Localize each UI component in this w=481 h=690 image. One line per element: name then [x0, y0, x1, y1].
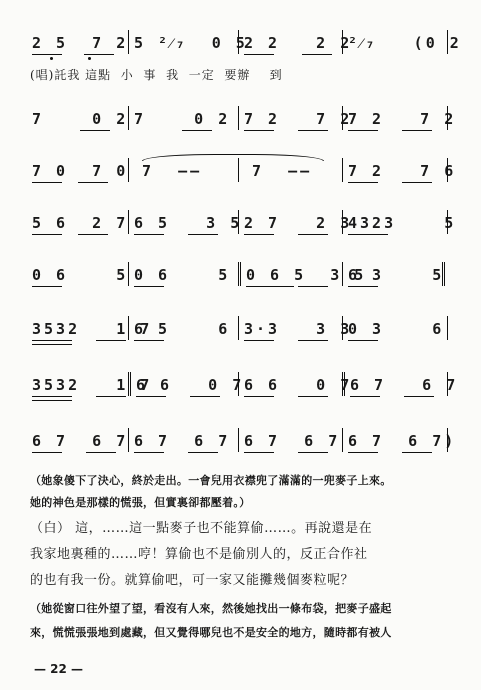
measure: 0 6 5	[134, 266, 231, 284]
beam-underline	[134, 234, 164, 235]
beam-underline	[302, 54, 332, 55]
beam-underline	[32, 340, 72, 341]
beam-underline	[348, 130, 378, 131]
beam-underline	[348, 286, 378, 287]
barline	[342, 106, 343, 130]
measure: 2 5 7 2	[32, 34, 129, 52]
measure: 0 6 5	[32, 266, 129, 284]
beam-underline	[80, 130, 110, 131]
beam-underline	[348, 340, 378, 341]
measure: 6 7 6 7	[32, 432, 129, 450]
beam-underline	[402, 452, 432, 453]
stage-direction: （她象傻下了決心，終於走出。一會兒用衣襟兜了滿滿的一兜麥子上來。	[30, 474, 392, 487]
barline	[238, 316, 239, 340]
measure: 0 3 6	[348, 320, 445, 338]
music-system-6	[30, 316, 448, 352]
beam-underline	[348, 234, 388, 235]
music-system-5	[30, 262, 448, 292]
measure: 6 6 0 7	[136, 376, 245, 394]
barline	[238, 210, 239, 234]
beam-underline	[78, 182, 108, 183]
beam-underline	[244, 130, 274, 131]
barline	[342, 316, 343, 340]
measure: 2 7 2 3	[244, 214, 353, 232]
stage-direction: 來，慌慌張張地到處藏，但又覺得哪兒也不是安全的地方，隨時都有被人	[30, 626, 392, 639]
beam-underline	[244, 396, 274, 397]
measure: 7 ——	[252, 162, 313, 180]
barline	[128, 428, 129, 452]
beam-underline	[96, 396, 126, 397]
repeat-barline	[342, 372, 345, 396]
beam-underline	[350, 396, 380, 397]
beam-underline	[190, 396, 220, 397]
music-system-2	[30, 106, 457, 136]
barline	[447, 30, 448, 54]
music-system-4	[30, 210, 457, 240]
dialogue-line: （白） 這，……這一點麥子也不能算偷……。再說還是在	[30, 521, 373, 536]
measure: 6 5 3 5	[134, 214, 243, 232]
measure: 6 6 0 7	[244, 376, 353, 394]
tie-slur	[142, 154, 324, 161]
barline	[128, 262, 129, 286]
beam-underline	[244, 340, 274, 341]
beam-underline	[188, 452, 218, 453]
music-system-1	[30, 30, 462, 82]
beam-underline	[298, 340, 328, 341]
stage-direction: 她的神色是那樣的慌張，但實裏卻都壓着。）	[30, 496, 251, 509]
beam-underline	[348, 182, 378, 183]
stage-direction: （她從窗口往外望了望，看沒有人來，然後她找出一條布袋，把麥子盛起	[30, 602, 392, 615]
barline	[342, 210, 343, 234]
barline	[447, 158, 448, 182]
measure: 6 7 6 7)	[348, 432, 457, 450]
barline	[342, 158, 343, 182]
beam-underline	[182, 130, 212, 131]
measure: 7 2 7 6	[348, 162, 457, 180]
beam-underline	[86, 452, 116, 453]
beam-underline	[246, 286, 294, 287]
barline	[342, 30, 343, 54]
barline	[447, 428, 448, 452]
barline	[128, 106, 129, 130]
measure: 6 7 6 7	[244, 432, 341, 450]
measure: 2 2 2 2	[244, 34, 353, 52]
beam-underline	[96, 340, 126, 341]
barline	[447, 316, 448, 340]
beam-underline	[244, 54, 274, 55]
dialogue-line: 的也有我一份。就算偷吧，可一家又能攤幾個麥粒呢？	[30, 573, 355, 588]
measure: 0 6 5 3 5	[246, 266, 367, 284]
barline	[238, 428, 239, 452]
measure: 7 0 2	[32, 110, 129, 128]
beam-underline	[298, 286, 328, 287]
beam-underline	[298, 452, 328, 453]
beam-underline	[188, 234, 218, 235]
barline	[447, 372, 448, 396]
beam-underline	[244, 452, 274, 453]
beam-underline	[32, 400, 72, 401]
barline	[128, 316, 129, 340]
repeat-barline	[128, 372, 131, 396]
beam-underline	[84, 54, 114, 55]
measure: 7 0 2	[134, 110, 231, 128]
barline	[238, 372, 239, 396]
beam-underline	[402, 130, 432, 131]
dialogue-line: 我家地裏種的……哼！算偷也不是偷別人的，反正合作社	[30, 547, 368, 562]
barline	[447, 210, 448, 234]
beam-underline	[298, 396, 328, 397]
barline	[238, 30, 239, 54]
measure: 6 7 6 7	[134, 432, 231, 450]
lyrics-line: (唱)託我 這點 小 事 我 一定 要辦 到	[30, 68, 283, 82]
barline	[447, 106, 448, 130]
measure: 4323 5	[348, 214, 457, 232]
music-system-3	[30, 158, 457, 188]
octave-dot	[50, 57, 53, 60]
beam-underline	[32, 54, 62, 55]
repeat-barline	[238, 262, 241, 286]
beam-underline	[134, 286, 164, 287]
barline	[238, 158, 239, 182]
measure: 6 5 6	[134, 320, 231, 338]
beam-underline	[402, 182, 432, 183]
beam-underline	[136, 396, 166, 397]
beam-underline	[348, 452, 378, 453]
barline	[128, 30, 129, 54]
barline	[128, 210, 129, 234]
beam-underline	[404, 396, 434, 397]
beam-underline	[32, 396, 72, 397]
repeat-barline	[442, 262, 445, 286]
barline	[128, 158, 129, 182]
beam-underline	[244, 234, 274, 235]
beam-underline	[32, 182, 62, 183]
beam-underline	[32, 234, 62, 235]
measure: 6 3 5	[348, 266, 445, 284]
measure: 7 ——	[142, 162, 203, 180]
beam-underline	[32, 452, 62, 453]
barline	[342, 428, 343, 452]
beam-underline	[298, 130, 328, 131]
octave-dot	[88, 57, 91, 60]
barline	[342, 262, 343, 286]
beam-underline	[78, 234, 108, 235]
beam-underline	[32, 344, 72, 345]
measure: 3·3 3 3	[244, 320, 353, 338]
measure: 5 6 2 7	[32, 214, 129, 232]
barline	[238, 106, 239, 130]
measure: 3532 1 7	[32, 376, 153, 394]
beam-underline	[134, 340, 164, 341]
beam-underline	[298, 234, 328, 235]
measure: 7 2 7 2	[348, 110, 457, 128]
music-system-8	[30, 428, 457, 464]
beam-underline	[32, 286, 62, 287]
music-system-7	[30, 372, 459, 408]
beam-underline	[134, 452, 164, 453]
measure: 7 0 7 0	[32, 162, 129, 180]
measure: ²⁄₇ (0 2	[348, 34, 462, 52]
measure: 5 ²⁄₇ 0 5	[134, 34, 248, 52]
measure: 3532 1 7	[32, 320, 153, 338]
page-number: — 22 —	[34, 662, 84, 676]
measure: 7 2 7 2	[244, 110, 353, 128]
measure: 6 7 6 7	[350, 376, 459, 394]
